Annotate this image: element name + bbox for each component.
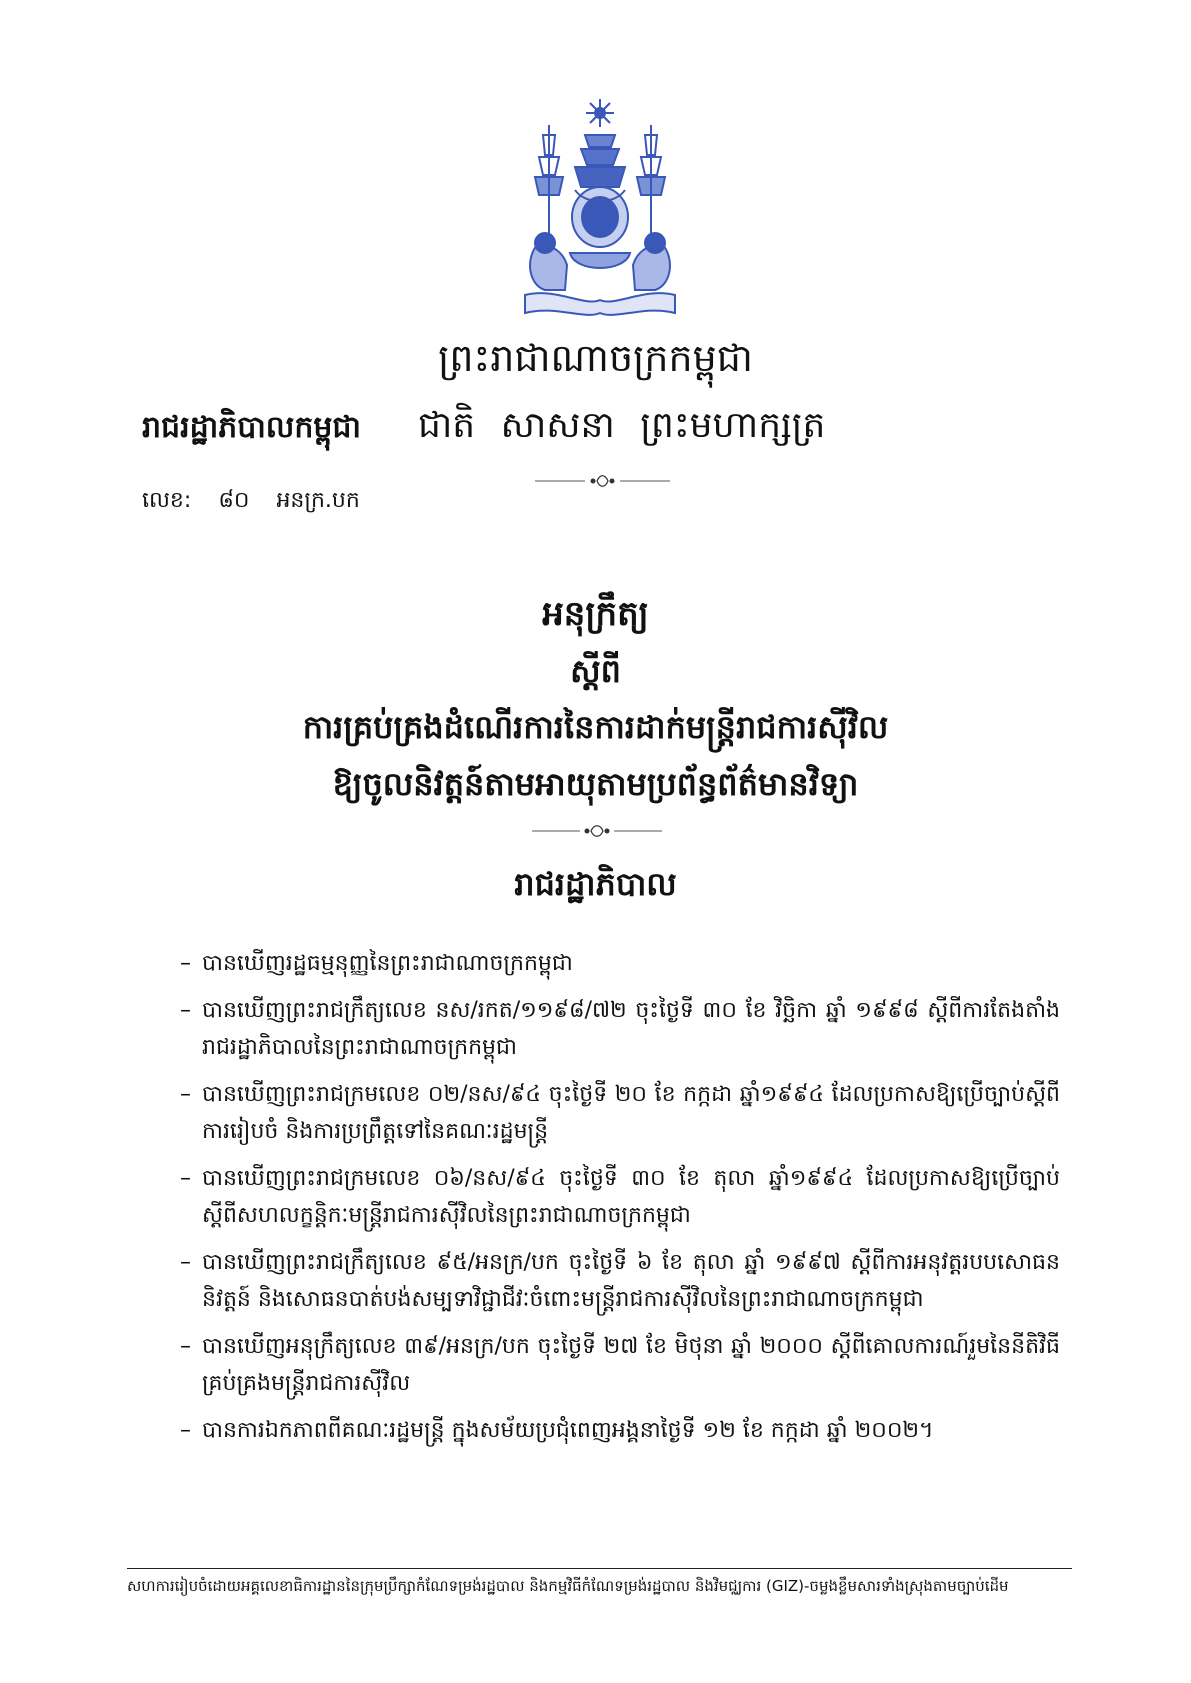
doc-number-label: លេខ:	[142, 488, 192, 513]
list-item	[180, 1160, 1060, 1234]
issuer-heading: រាជរដ្ឋាភិបាល	[514, 865, 677, 903]
consideration-text: បានឃើញព្រះរាជក្រមលេខ ០២/នស/៩៤ ចុះថ្ងៃទី ២០ ខែ កក្កដា ឆ្នាំ១៩៩៤ ដែលប្រកាសឱ្យប្រើច្បាប់ស្តីពីការរៀបចំ និងការប្រព្រឹត្តទៅនៃគណៈរដ្ឋមន្ត្រី	[202, 1082, 1060, 1144]
bullet-dash: –	[180, 1250, 191, 1275]
doc-number-value: ៨០	[218, 488, 250, 513]
bullet-dash: –	[180, 951, 191, 976]
bullet-dash: –	[180, 1334, 191, 1359]
list-item	[180, 1244, 1060, 1318]
bullet-dash: –	[180, 1418, 191, 1443]
consideration-text: បានឃើញព្រះរាជក្រឹត្យលេខ នស/រកត/១១៩៨/៧២ ចុះថ្ងៃទី ៣០ ខែ វិច្ឆិកា ឆ្នាំ ១៩៩៨ ស្តីពីការតែងតាំងរាជរដ្ឋាភិបាលនៃព្រះរាជាណាចក្រកម្ពុជា	[202, 998, 1060, 1060]
consideration-text: បានឃើញព្រះរាជក្រមលេខ ០៦/នស/៩៤ ចុះថ្ងៃទី ៣០ ខែ តុលា ឆ្នាំ១៩៩៤ ដែលប្រកាសឱ្យប្រើច្បាប់ស្តីពីសហលក្ខន្តិកៈមន្ត្រីរាជការស៊ីវិលនៃព្រះរាជាណាចក្រកម្ពុជា	[202, 1166, 1060, 1228]
consideration-text: បានការឯកភាពពីគណៈរដ្ឋមន្ត្រី ក្នុងសម័យប្រជុំពេញអង្គនាថ្ងៃទី ១២ ខែ កក្កដា ឆ្នាំ ២០០២។	[202, 1418, 934, 1443]
kingdom-title: ព្រះរាជាណាចក្រកម្ពុជា	[438, 336, 753, 380]
national-motto: ជាតិ សាសនា ព្រះមហាក្សត្រ	[418, 405, 826, 446]
consideration-text: បានឃើញរដ្ឋធម្មនុញ្ញនៃព្រះរាជាណាចក្រកម្ពុជា	[202, 951, 573, 976]
header-ornament-divider	[535, 470, 670, 492]
bullet-dash: –	[180, 1082, 191, 1107]
document-type-title: អនុក្រឹត្យ	[542, 594, 649, 634]
footer-divider	[127, 1568, 1072, 1569]
royal-coat-of-arms-emblem	[515, 95, 685, 320]
document-number	[142, 486, 380, 516]
doc-number-code: អនក្រ.បក	[276, 488, 360, 513]
bullet-dash: –	[180, 1166, 191, 1191]
consideration-text: បានឃើញអនុក្រឹត្យលេខ ៣៩/អនក្រ/បក ចុះថ្ងៃទី ២៧ ខែ មិថុនា ឆ្នាំ ២០០០ ស្តីពីគោលការណ៍រួមនៃនីតិវិធីគ្រប់គ្រងមន្ត្រីរាជការស៊ីវិល	[202, 1334, 1060, 1396]
consideration-text: បានឃើញព្រះរាជក្រឹត្យលេខ ៩៥/អនក្រ/បក ចុះថ្ងៃទី ៦ ខែ តុលា ឆ្នាំ ១៩៩៧ ស្តីពីការអនុវត្តរបបសោធននិវត្តន៍ និងសោធនបាត់បង់សម្បទាវិជ្ជាជីវៈចំពោះមន្ត្រីរាជការស៊ីវិលនៃព្រះរាជាណាចក្រកម្ពុជា	[202, 1250, 1060, 1312]
considerations-list	[180, 945, 1060, 1459]
government-label: រាជរដ្ឋាភិបាលកម្ពុជា	[142, 410, 361, 445]
list-item	[180, 1076, 1060, 1150]
list-item	[180, 1328, 1060, 1402]
footer-note: សហការរៀបចំដោយអគ្គលេខាធិការដ្ឋាននៃក្រុមប្រឹក្សាកំណែទម្រង់រដ្ឋបាល និងកម្មវិធីកំណែទម្រង់រដ្ឋបាល និងវិមជ្ឈការ (GIZ)-ចម្លងខ្លឹមសារទាំងស្រុងតាមច្បាប់ដើម	[127, 1577, 1009, 1595]
list-item	[180, 945, 1060, 982]
title-subject-line-1: ការគ្រប់គ្រងដំណើរការនៃការដាក់មន្ត្រីរាជការស៊ីវិល	[302, 708, 889, 746]
list-item	[180, 992, 1060, 1066]
list-item	[180, 1412, 1060, 1449]
title-about: ស្តីពី	[570, 652, 621, 690]
title-subject-line-2: ឱ្យចូលនិវត្តន៍តាមអាយុតាមប្រព័ន្ធព័ត៌មានវិទ្យា	[332, 765, 859, 803]
bullet-dash: –	[180, 998, 191, 1023]
title-ornament-divider	[532, 820, 662, 842]
